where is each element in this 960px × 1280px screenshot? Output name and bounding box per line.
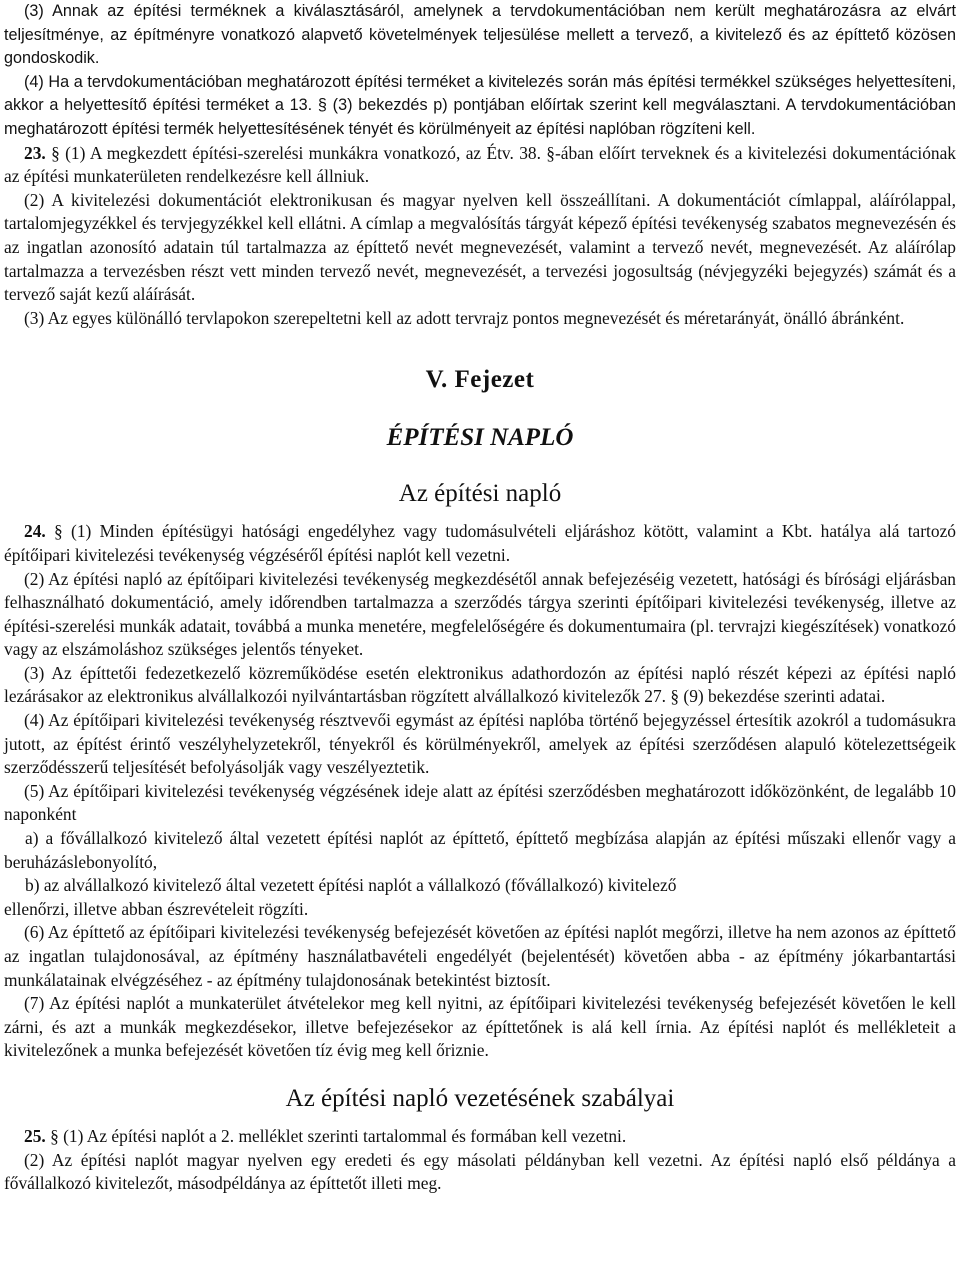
paragraph-24-5: (5) Az építőipari kivitelezési tevékenység végzésének ideje alatt az építési szerződésben meghatározott időközönként, de legalább 10 naponként <box>4 780 956 825</box>
paragraph-23-1 <box>4 142 956 189</box>
chapter-title: ÉPÍTÉSI NAPLÓ <box>386 424 574 452</box>
paragraph-22-3: (3) Annak az építési terméknek a kiválasztásáról, amelynek a tervdokumentációban nem került meghatározásra az elvárt teljesítménye, az építményre vonatkozó alapvető követelmények teljesülése mellett a tervező, a kivitelező és az építtető közösen gondoskodik. <box>4 2 956 68</box>
paragraph-24-1-text: § (1) Minden építésügyi hatósági engedélyhez vagy tudomásulvételi eljáráshoz kötött, valamint a Kbt. hatálya alá tartozó építőipari kivitelezési tevékenység végzéséről építési naplót kell vezetni. <box>4 521 956 565</box>
paragraph-24-1 <box>4 520 956 567</box>
section-number-24: 24. <box>24 521 46 542</box>
paragraph-24-4: (4) Az építőipari kivitelezési tevékenység résztvevői egymást az építési naplóba történő bejegyzéssel értesítik azokról a tudomásukra jutott, az építést érintő veszélyhelyzetekről, tényekről és körülményekről, amelyek az építési szerződésen alapuló kötelezettségeik szerződésszerű teljesítését befolyásolják vagy veszélyeztetik. <box>4 710 956 778</box>
section-title-rules: Az építési napló vezetésének szabályai <box>285 1084 675 1112</box>
paragraph-24-2: (2) Az építési napló az építőipari kivitelezési tevékenység megkezdésétől annak befejezéséig vezetett, hatósági és bírósági eljárásban felhasználható dokumentáció, amely időrendben tartalmazza a szerződés tárgya szerinti építőipari kivitelezési tevékenység, illetve az építési-szerelési munkák adatait, továbbá a munka menetére, megfelelőségére és dokumentumaira (pl. tervrajzi kiegészítések) vonatkozó vagy az elszámoláshoz szükséges jelentős tényeket. <box>4 568 956 660</box>
paragraph-25-1 <box>4 1125 956 1149</box>
chapter-number: V. Fejezet <box>425 366 535 394</box>
paragraph-24-7: (7) Az építési naplót a munkaterület átvételekor meg kell nyitni, az építőipari kivitelezési tevékenység befejezését követően le kell zárni, és azt a munkák megkezdésekor, illetve befejezésekor az építtetőnek is alá kell írnia. Az építési naplót és mellékleteit a kivitelezőnek a munka befejezését követően tíz évig meg kell őriznie. <box>4 993 956 1061</box>
paragraph-25-1-text: § (1) Az építési naplót a 2. melléklet szerinti tartalommal és formában kell vezetni. <box>45 1125 627 1146</box>
section-number-23: 23. <box>24 142 46 163</box>
paragraph-25-2: (2) Az építési naplót magyar nyelven egy eredeti és egy másolati példányban kell vezetni. Az építési napló első példánya a fővállalkozó kivitelezőt, másodpéldánya az építtetőt illeti meg. <box>4 1149 956 1194</box>
list-item-a: a) a fővállalkozó kivitelező által vezetett építési naplót az építtető, építtető megbízása alapján az építési műszaki ellenőr vagy a beruházáslebonyolító, <box>4 828 956 872</box>
section-number-25: 25. <box>24 1125 46 1146</box>
paragraph-24-3: (3) Az építtetői fedezetkezelő közreműködése esetén elektronikus adathordozón az építési napló részét képezi az építési napló lezárásakor az elektronikus alvállalkozói nyilvántartásban rögzített alvállalkozó kivitelezők 27. § (9) bekezdése szerinti adatai. <box>4 662 956 707</box>
list-item-b-continuation: ellenőrzi, illetve abban észrevételeit rögzíti. <box>4 898 309 919</box>
document-page <box>4 0 956 1196</box>
paragraph-23-1-text: § (1) A megkezdett építési-szerelési munkákra vonatkozó, az Étv. 38. §-ában előírt terveknek és a kivitelezési dokumentációnak az építési munkaterületen rendelkezésre kell állniuk. <box>4 142 956 187</box>
paragraph-22-4: (4) Ha a tervdokumentációban meghatározott építési terméket a kivitelezés során más építési termékkel szükséges helyettesíteni, akkor a helyettesítő építési terméket a 13. § (3) bekezdés p) pontjában előírtak szerint kell megválasztani. A tervdokumentációban meghatározott építési termék helyettesítésének tényét és körülményeit az építési naplóban rögzíteni kell. <box>4 72 956 138</box>
paragraph-24-6: (6) Az építtető az építőipari kivitelezési tevékenység befejezését követően az építési naplót megőrzi, illetve ha nem azonos az építtető az ingatlan tulajdonosával, az építmény használatbavételi engedélyét (bejelentését) követően abba - az építmény jókarbantartási munkálatainak elvégzéséhez - az építmény tulajdonosának betekintést biztosít. <box>4 922 956 990</box>
list-item-b: b) az alvállalkozó kivitelező által vezetett építési naplót a vállalkozó (fővállalkozó) kivitelező <box>25 875 677 896</box>
paragraph-23-3: (3) Az egyes különálló tervlapokon szerepeltetni kell az adott tervrajz pontos megnevezését és méretarányát, önálló ábránként. <box>24 307 905 328</box>
paragraph-23-2: (2) A kivitelezési dokumentációt elektronikusan és magyar nyelven kell összeállítani. A dokumentációt címlappal, aláírólappal, tartalomjegyzékkel és tervjegyzékkel kell ellátni. A címlap a megvalósítás tárgyát képező építési tevékenység szabatos megnevezésén és az ingatlan azonosító adatain túl tartalmazza az építtető nevét megnevezését, valamint a tervező nevét, megnevezését. Az aláírólap tartalmazza a tervezésben részt vett minden tervező nevét, megnevezését, a tervezési jogosultság (névjegyzéki bejegyzés) számát és a tervező saját kezű aláírását. <box>4 189 956 305</box>
section-title: Az építési napló <box>398 480 562 508</box>
